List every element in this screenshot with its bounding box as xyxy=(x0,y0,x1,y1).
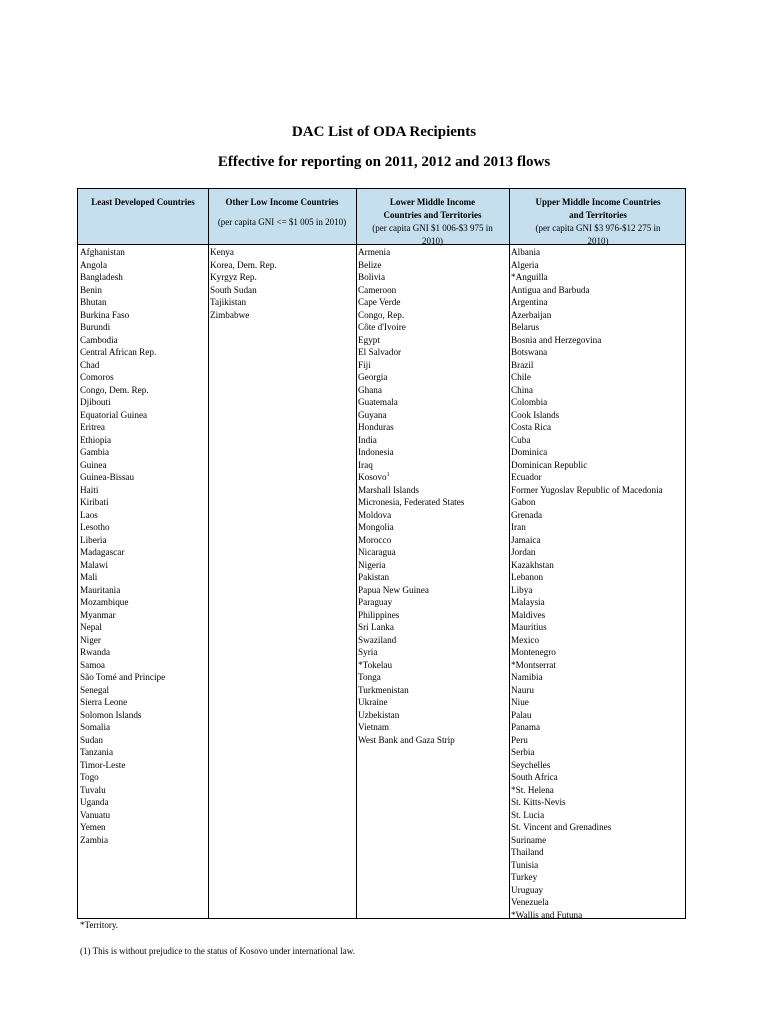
country-item: Timor-Leste xyxy=(80,759,126,770)
country-item: Namibia xyxy=(511,672,543,682)
country-item: Gambia xyxy=(80,447,110,457)
country-item: *St. Helena xyxy=(511,784,554,795)
country-item: Armenia xyxy=(358,247,391,257)
country-item: *Montserrat xyxy=(511,659,556,670)
lower-middle-income-list xyxy=(358,246,464,746)
country-item: Iran xyxy=(511,522,526,532)
header-upper-middle xyxy=(509,189,687,245)
country-item: Burkina Faso xyxy=(80,309,130,320)
country-item: Tajikistan xyxy=(210,297,247,307)
footnote-territory: *Territory. xyxy=(80,920,119,930)
country-item: Malawi xyxy=(80,559,109,570)
country-item: Eritrea xyxy=(80,422,105,432)
country-item: Fiji xyxy=(358,359,371,370)
country-item: Gabon xyxy=(511,497,536,507)
country-item: Albania xyxy=(511,247,541,257)
country-item: Kiribati xyxy=(80,497,109,507)
country-item: *Wallis and Futuna xyxy=(511,909,583,920)
header-label: Upper Middle Income Countries and Territories xyxy=(535,197,661,220)
country-item: Nepal xyxy=(80,622,102,632)
country-item: Bangladesh xyxy=(80,272,123,282)
country-item: Yemen xyxy=(80,822,106,832)
country-item: Benin xyxy=(80,284,102,295)
country-item: Equatorial Guinea xyxy=(80,409,148,420)
recipients-table xyxy=(77,188,686,919)
country-item: Antigua and Barbuda xyxy=(511,284,590,295)
country-item: Central African Rep. xyxy=(80,347,157,357)
country-item: Myanmar xyxy=(80,609,116,620)
footnote-kosovo: (1) This is without prejudice to the status of Kosovo under international law. xyxy=(80,946,355,956)
country-item: Jamaica xyxy=(511,534,541,545)
country-item: Libya xyxy=(511,584,533,595)
country-item: Chad xyxy=(80,359,100,370)
country-item: Mali xyxy=(80,572,98,582)
country-item: Zimbabwe xyxy=(210,309,250,320)
country-item: Congo, Dem. Rep. xyxy=(80,384,149,395)
country-item: Botswana xyxy=(511,347,548,357)
country-item: Moldova xyxy=(358,509,392,520)
country-item: Dominica xyxy=(511,447,548,457)
country-item: Bolivia xyxy=(358,272,386,282)
country-item: Madagascar xyxy=(80,547,125,557)
country-item: Jordan xyxy=(511,547,536,557)
header-lower-middle xyxy=(356,189,509,245)
country-item: Suriname xyxy=(511,834,547,845)
country-item: Former Yugoslav Republic of Macedonia xyxy=(511,484,663,495)
country-item: Mongolia xyxy=(358,522,394,532)
page-title: DAC List of ODA Recipients xyxy=(291,124,477,140)
country-item: Micronesia, Federated States xyxy=(358,497,465,507)
country-item: Somalia xyxy=(80,722,111,732)
country-item: China xyxy=(511,384,533,395)
country-item: Tonga xyxy=(358,672,381,682)
country-item: Nigeria xyxy=(358,559,386,570)
country-item: *Tokelau xyxy=(358,659,393,670)
country-item: Haiti xyxy=(80,484,99,495)
country-item: Ethiopia xyxy=(80,434,112,445)
country-item: Venezuela xyxy=(511,897,549,907)
country-item: Paraguay xyxy=(358,597,393,607)
country-item: Nicaragua xyxy=(358,547,396,557)
country-item: Vanuatu xyxy=(80,809,111,820)
country-item: Colombia xyxy=(511,397,548,407)
country-item: Honduras xyxy=(358,422,394,432)
country-item: Azerbaijan xyxy=(511,309,552,320)
country-item: Tanzania xyxy=(80,747,114,757)
country-item: Pakistan xyxy=(358,572,390,582)
country-item: Guyana xyxy=(358,409,387,420)
country-item: Uruguay xyxy=(511,884,544,895)
country-item: Turkmenistan xyxy=(358,684,409,695)
country-item: Samoa xyxy=(80,659,106,670)
country-item: Dominican Republic xyxy=(511,459,588,470)
country-item: India xyxy=(358,434,377,445)
country-item: Iraq xyxy=(358,459,373,470)
header-sublabel: (per capita GNI <= $1 005 in 2010) xyxy=(217,217,347,227)
country-item: Kazakhstan xyxy=(511,559,554,570)
country-item: Marshall Islands xyxy=(358,484,419,495)
country-item: Indonesia xyxy=(358,447,394,457)
country-item: Comoros xyxy=(80,372,114,382)
country-item: Côte d'Ivoire xyxy=(358,322,406,332)
country-item: Guinea-Bissau xyxy=(80,472,135,482)
country-item: Kosovo$^1$ xyxy=(358,471,390,482)
country-item: St. Lucia xyxy=(511,809,545,820)
country-item: Tuvalu xyxy=(80,784,106,795)
page-subtitle: Effective for reporting on 2011, 2012 and 2013 flows xyxy=(217,154,551,170)
header-other-low-income xyxy=(208,189,356,245)
country-item: Sri Lanka xyxy=(358,622,394,632)
country-item: Nauru xyxy=(511,684,534,695)
country-item: Guinea xyxy=(80,459,107,470)
country-item: Mauritania xyxy=(80,584,121,595)
country-item: Morocco xyxy=(358,534,392,545)
country-item: Georgia xyxy=(358,372,388,382)
country-item: *Anguilla xyxy=(511,272,548,282)
header-sublabel: (per capita GNI $3 976-$12 275 in 2010) xyxy=(535,223,661,246)
country-item: Guatemala xyxy=(358,397,398,407)
country-item: Afghanistan xyxy=(80,247,125,257)
country-item: Congo, Rep. xyxy=(358,309,405,320)
upper-middle-income-list xyxy=(511,246,663,921)
header-least-developed xyxy=(78,189,208,245)
country-item: Papua New Guinea xyxy=(358,584,429,595)
country-item: Bhutan xyxy=(80,297,107,307)
country-item: Peru xyxy=(511,734,528,745)
country-item: Seychelles xyxy=(511,759,551,770)
country-item: Grenada xyxy=(511,509,543,520)
country-item: West Bank and Gaza Strip xyxy=(358,734,455,745)
country-item: Swaziland xyxy=(358,634,397,645)
country-item: Lesotho xyxy=(80,522,110,532)
country-item: St. Vincent and Grenadines xyxy=(511,822,612,832)
column-divider xyxy=(509,189,510,918)
country-item: El Salvador xyxy=(358,347,402,357)
country-item: Thailand xyxy=(511,847,544,857)
header-sublabel: (per capita GNI $1 006-$3 975 in 2010) xyxy=(372,223,493,246)
country-item: Serbia xyxy=(511,747,535,757)
country-item: Bosnia and Herzegovina xyxy=(511,334,602,345)
country-item: Liberia xyxy=(80,534,107,545)
country-item: Uganda xyxy=(80,797,109,807)
country-item: Syria xyxy=(358,647,378,657)
country-item: Korea, Dem. Rep. xyxy=(210,259,277,270)
country-item: Sudan xyxy=(80,734,103,745)
country-item: Djibouti xyxy=(80,397,111,407)
table-header xyxy=(78,189,685,245)
country-item: Belize xyxy=(358,259,382,270)
country-item: Niue xyxy=(511,697,529,707)
country-item: Argentina xyxy=(511,297,548,307)
country-item: Niger xyxy=(80,634,101,645)
country-item: South Sudan xyxy=(210,284,257,295)
country-item: St. Kitts-Nevis xyxy=(511,797,566,807)
country-item: Mexico xyxy=(511,634,540,645)
country-item: Angola xyxy=(80,259,108,270)
least-developed-list xyxy=(80,246,165,846)
country-item: Brazil xyxy=(511,359,534,370)
country-item: Kyrgyz Rep. xyxy=(210,272,257,282)
country-item: Ecuador xyxy=(511,472,542,482)
country-item: Malaysia xyxy=(511,597,545,607)
country-item: Senegal xyxy=(80,684,110,695)
country-item: Maldives xyxy=(511,609,546,620)
country-item: Cambodia xyxy=(80,334,118,345)
country-item: Togo xyxy=(80,772,99,782)
country-item: Mozambique xyxy=(80,597,129,607)
country-item: Cape Verde xyxy=(358,297,401,307)
country-item: Zambia xyxy=(80,834,109,845)
column-divider xyxy=(356,189,357,918)
country-item: Ghana xyxy=(358,384,382,395)
country-item: Tunisia xyxy=(511,859,539,870)
country-item: Chile xyxy=(511,372,531,382)
country-item: South Africa xyxy=(511,772,558,782)
country-item: Sierra Leone xyxy=(80,697,128,707)
country-item: Turkey xyxy=(511,872,538,882)
country-item: Burundi xyxy=(80,322,111,332)
country-item: Cameroon xyxy=(358,284,397,295)
country-item: Belarus xyxy=(511,322,540,332)
country-item: Mauritius xyxy=(511,622,547,632)
column-divider xyxy=(208,189,209,918)
country-item: Cuba xyxy=(511,434,531,445)
country-item: Costa Rica xyxy=(511,422,552,432)
footnote-mark: 1 xyxy=(386,471,390,478)
other-low-income-list xyxy=(210,246,277,321)
country-item: Cook Islands xyxy=(511,409,560,420)
country-item: Panama xyxy=(511,722,541,732)
country-item: Ukraine xyxy=(358,697,388,707)
country-item: Lebanon xyxy=(511,572,544,582)
country-item: Laos xyxy=(80,509,98,520)
country-item: Egypt xyxy=(358,334,380,345)
country-item: Palau xyxy=(511,709,532,720)
country-item: Vietnam xyxy=(358,722,390,732)
country-item: São Tomé and Principe xyxy=(80,672,166,682)
header-label: Least Developed Countries xyxy=(91,197,195,207)
header-label: Other Low Income Countries xyxy=(225,197,339,207)
country-item: Algeria xyxy=(511,259,539,270)
country-item: Montenegro xyxy=(511,647,556,657)
country-item: Kenya xyxy=(210,247,234,257)
country-item: Solomon Islands xyxy=(80,709,142,720)
country-item: Uzbekistan xyxy=(358,709,400,720)
country-item: Philippines xyxy=(358,609,400,620)
country-item: Rwanda xyxy=(80,647,111,657)
header-label: Lower Middle Income Countries and Territories xyxy=(383,197,482,220)
